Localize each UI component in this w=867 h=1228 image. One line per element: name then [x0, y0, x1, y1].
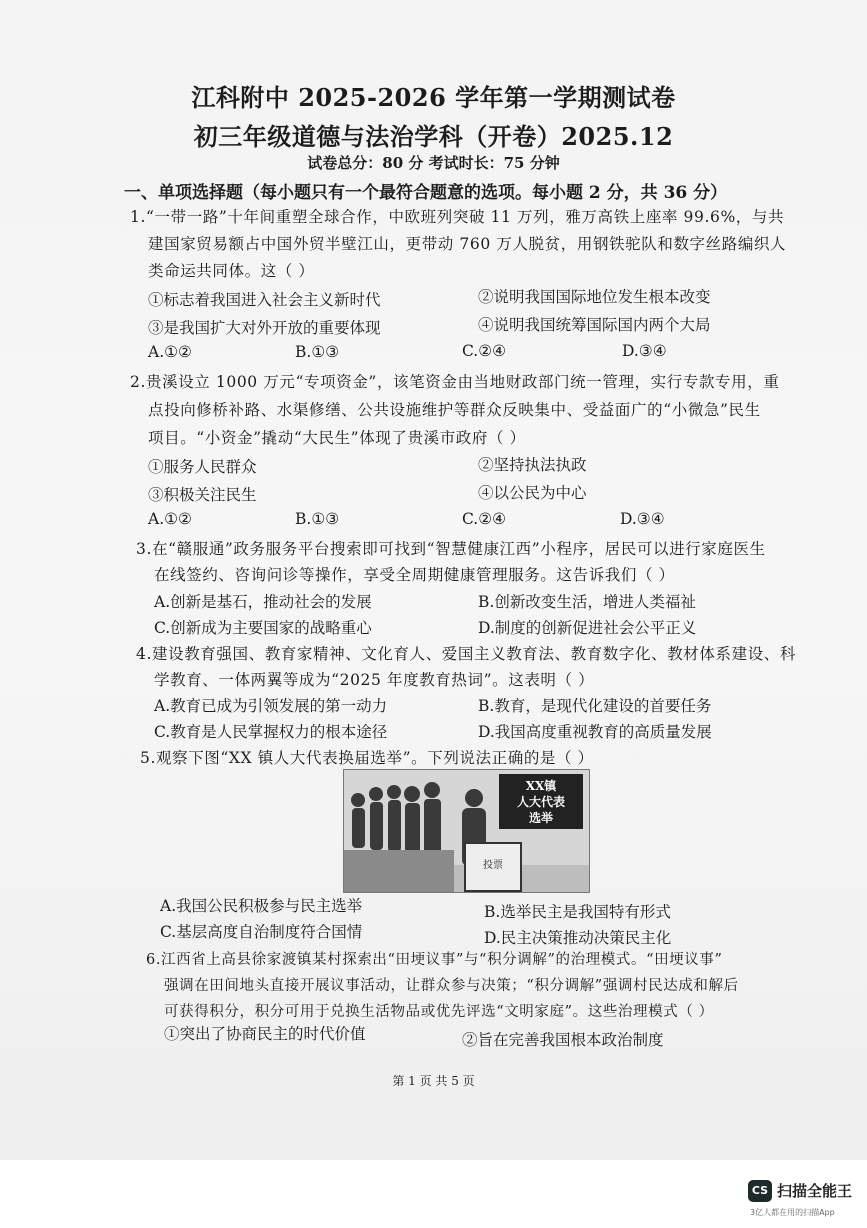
q3-option-b: B.创新改变生活，增进人类福祉 [478, 593, 696, 611]
q5-option-b: B.选举民主是我国特有形式 [484, 903, 671, 921]
q2-option-a: A.①② [148, 510, 192, 528]
q2-stem-line3: 项目。“小资金”撬动“大民生”体现了贵溪市政府（ ） [148, 429, 526, 447]
q3-option-a: A.创新是基石，推动社会的发展 [154, 593, 372, 611]
q1-statement-4: ④说明我国统筹国际国内两个大局 [478, 316, 711, 334]
q4-option-a: A.教育已成为引领发展的第一动力 [154, 697, 388, 715]
q2-option-b: B.①③ [295, 510, 340, 528]
q2-stem-line1: 2.贵溪设立 1000 万元“专项资金”，该笔资金由当地财政部门统一管理，实行专款专用，重 [130, 373, 780, 391]
q6-stem-line1: 6.江西省上高县徐家渡镇某村探索出“田埂议事”与“积分调解”的治理模式。“田埂议事” [146, 952, 723, 968]
q4-stem-line2: 学教育、一体两翼等成为“2025 年度教育热词”。这表明（ ） [154, 671, 595, 689]
scanner-brand-name: 扫描全能王 [777, 1182, 853, 1200]
q6-stem-line3: 可获得积分，积分可用于兑换生活物品或优先评选“文明家庭”。这些治理模式（ ） [164, 1004, 714, 1020]
page-number: 第 1 页 共 5 页 [392, 1074, 475, 1088]
q2-statement-1: ①服务人民群众 [148, 458, 257, 476]
q2-statement-3: ③积极关注民生 [148, 486, 257, 504]
q3-stem-line2: 在线签约、咨询问诊等操作，享受全周期健康管理服务。这告诉我们（ ） [154, 566, 675, 584]
q5-option-d: D.民主决策推动决策民主化 [484, 929, 672, 947]
q2-option-c: C.②④ [462, 510, 507, 528]
q2-statement-2: ②坚持执法执政 [478, 456, 587, 474]
q3-stem-line1: 3.在“赣服通”政务服务平台搜索即可找到“智慧健康江西”小程序，居民可以进行家庭医生 [136, 540, 766, 558]
q1-option-b: B.①③ [295, 343, 340, 361]
q2-option-d: D.③④ [620, 510, 665, 528]
q1-option-d: D.③④ [622, 342, 667, 360]
camscanner-logo-icon: CS [748, 1180, 772, 1202]
exam-title-line2: 初三年级道德与法治学科（开卷）2025.12 [193, 122, 674, 151]
q6-stem-line2: 强调在田间地头直接开展议事活动，让群众参与决策；“积分调解”强调村民达成和解后 [164, 978, 739, 994]
election-sign: XX镇 人大代表 选举 [499, 774, 583, 829]
q5-stem: 5.观察下图“XX 镇人大代表换届选举”。下列说法正确的是（ ） [140, 749, 594, 767]
exam-meta: 试卷总分：80 分 考试时长：75 分钟 [307, 154, 560, 172]
q2-stem-line2: 点投向修桥补路、水渠修缮、公共设施维护等群众反映集中、受益面广的“小微急”民生 [148, 401, 761, 419]
section-heading: 一、单项选择题（每小题只有一个最符合题意的选项。每小题 2 分，共 36 分） [124, 183, 728, 203]
q6-statement-1: ①突出了协商民主的时代价值 [164, 1025, 366, 1043]
q1-statement-3: ③是我国扩大对外开放的重要体现 [148, 319, 381, 337]
q6-statement-2: ②旨在完善我国根本政治制度 [462, 1031, 664, 1049]
election-illustration [343, 769, 590, 893]
q1-stem-line3: 类命运共同体。这（ ） [148, 262, 315, 280]
q1-statement-2: ②说明我国国际地位发生根本改变 [478, 288, 711, 306]
q4-option-c: C.教育是人民掌握权力的根本途径 [154, 723, 388, 741]
exam-title-line1: 江科附中 2025-2026 学年第一学期测试卷 [191, 83, 676, 112]
q5-option-a: A.我国公民积极参与民主选举 [160, 897, 363, 915]
q1-option-a: A.①② [148, 343, 192, 361]
scanner-brand-tagline: 3亿人都在用的扫描App [750, 1208, 835, 1217]
q4-stem-line1: 4.建设教育强国、教育家精神、文化育人、爱国主义教育法、教育数字化、教材体系建设、科 [136, 645, 796, 663]
q4-option-b: B.教育，是现代化建设的首要任务 [478, 697, 712, 715]
q3-option-c: C.创新成为主要国家的战略重心 [154, 619, 372, 637]
q1-stem-line2: 建国家贸易额占中国外贸半壁江山，更带动 760 万人脱贫，用钢铁驼队和数字丝路编织人 [148, 235, 787, 253]
q4-option-d: D.我国高度重视教育的高质量发展 [478, 723, 712, 741]
q5-option-c: C.基层高度自治制度符合国情 [160, 923, 363, 941]
q1-option-c: C.②④ [462, 342, 507, 360]
ballot-box: 投票 [464, 842, 522, 892]
q3-option-d: D.制度的创新促进社会公平正义 [478, 619, 697, 637]
q2-statement-4: ④以公民为中心 [478, 484, 587, 502]
q1-stem-line1: 1.“一带一路”十年间重塑全球合作，中欧班列突破 11 万列，雅万高铁上座率 99.6%，与共 [130, 208, 785, 226]
q1-statement-1: ①标志着我国进入社会主义新时代 [148, 291, 381, 309]
